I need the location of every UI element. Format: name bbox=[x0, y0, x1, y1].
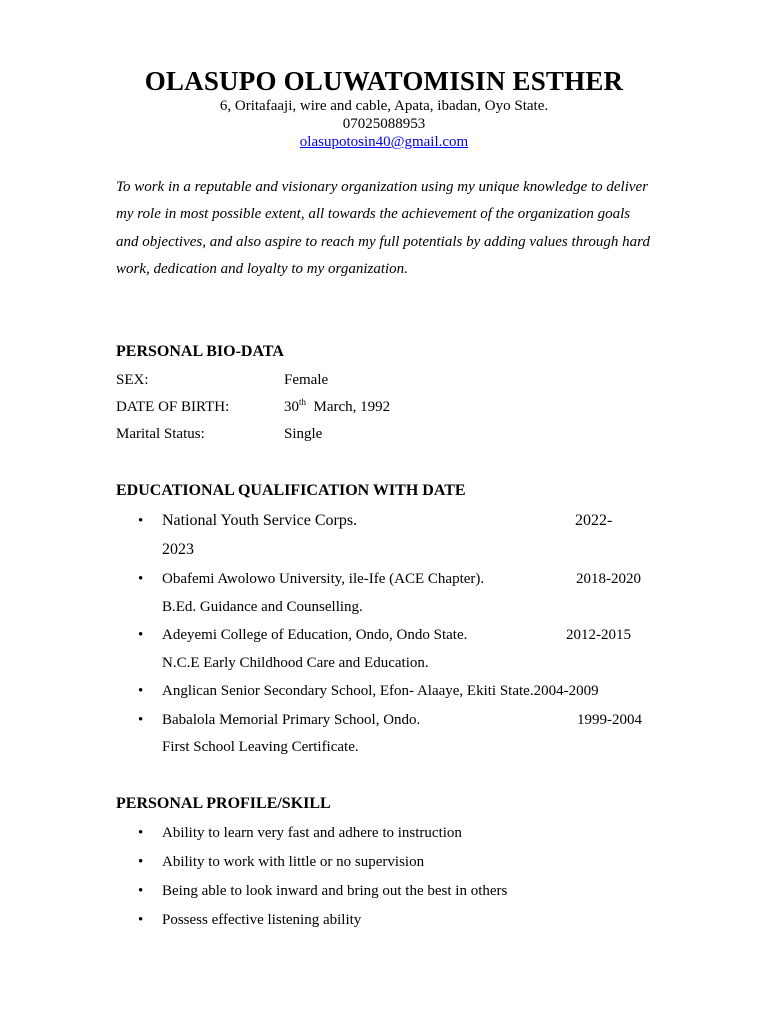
email-link[interactable]: olasupotosin40@gmail.com bbox=[299, 134, 469, 150]
education-detail-1: B.Ed. Guidance and Counselling. bbox=[162, 599, 363, 615]
bio-row-dob bbox=[116, 397, 391, 416]
dob-value bbox=[284, 398, 390, 416]
skills-heading: PERSONAL PROFILE/SKILL bbox=[116, 795, 331, 812]
bullet-icon: • bbox=[138, 912, 144, 928]
dob-day: 30 bbox=[284, 399, 299, 415]
education-dates-4: 1999-2004 bbox=[577, 712, 642, 728]
education-detail-2: N.C.E Early Childhood Care and Education. bbox=[162, 655, 429, 671]
education-dates-3: 2004-2009 bbox=[533, 683, 599, 699]
bullet-icon: • bbox=[138, 513, 144, 529]
sex-label: SEX: bbox=[116, 372, 149, 388]
address: 6, Oritafaaji, wire and cable, Apata, ibadan, Oyo State. bbox=[219, 98, 549, 114]
bullet-icon: • bbox=[138, 712, 144, 728]
skill-item-0: Ability to learn very fast and adhere to instruction bbox=[162, 825, 462, 841]
bullet-icon: • bbox=[138, 627, 144, 643]
dob-rest: March, 1992 bbox=[313, 399, 391, 415]
bio-row-sex bbox=[116, 371, 329, 389]
education-dates-1: 2018-2020 bbox=[576, 571, 641, 587]
marital-label: Marital Status: bbox=[116, 426, 205, 442]
education-school-3-name: Anglican Senior Secondary School, Efon- Alaaye, Ekiti State. bbox=[162, 683, 534, 699]
skill-item-3: Possess effective listening ability bbox=[162, 912, 362, 928]
bullet-icon: • bbox=[138, 683, 144, 699]
education-detail-4: First School Leaving Certificate. bbox=[162, 739, 359, 755]
skill-item-1: Ability to work with little or no supervision bbox=[162, 854, 425, 870]
bullet-icon: • bbox=[138, 825, 144, 841]
candidate-name: OLASUPO OLUWATOMISIN ESTHER bbox=[144, 66, 624, 96]
dob-label: DATE OF BIRTH: bbox=[116, 399, 230, 415]
education-school-3 bbox=[162, 682, 599, 700]
dob-suffix: th bbox=[299, 397, 307, 407]
education-school-4: Babalola Memorial Primary School, Ondo. bbox=[162, 712, 421, 728]
education-school-0: National Youth Service Corps. bbox=[162, 512, 358, 529]
phone-number: 07025088953 bbox=[342, 116, 426, 132]
sex-value: Female bbox=[284, 372, 329, 388]
bullet-icon: • bbox=[138, 571, 144, 587]
education-dates-0-cont: 2023 bbox=[162, 541, 194, 558]
education-heading: EDUCATIONAL QUALIFICATION WITH DATE bbox=[116, 482, 466, 499]
bio-heading: PERSONAL BIO-DATA bbox=[116, 343, 284, 360]
career-objective: To work in a reputable and visionary organization using my unique knowledge to deliver my role in most possible extent, all towards the achievement of the organization goals and objectives, and also aspire to reach my full potentials by adding values through hard work, dedication and loyalty to my organization. bbox=[116, 179, 650, 278]
education-school-1: Obafemi Awolowo University, ile-Ife (ACE Chapter). bbox=[162, 571, 485, 587]
skill-item-2: Being able to look inward and bring out the best in others bbox=[162, 883, 508, 899]
education-dates-0: 2022- bbox=[575, 512, 613, 529]
education-dates-2: 2012-2015 bbox=[566, 627, 631, 643]
bullet-icon: • bbox=[138, 883, 144, 899]
bio-row-marital bbox=[116, 425, 323, 443]
education-school-2: Adeyemi College of Education, Ondo, Ondo State. bbox=[162, 627, 468, 643]
marital-value: Single bbox=[284, 426, 323, 442]
bullet-icon: • bbox=[138, 854, 144, 870]
